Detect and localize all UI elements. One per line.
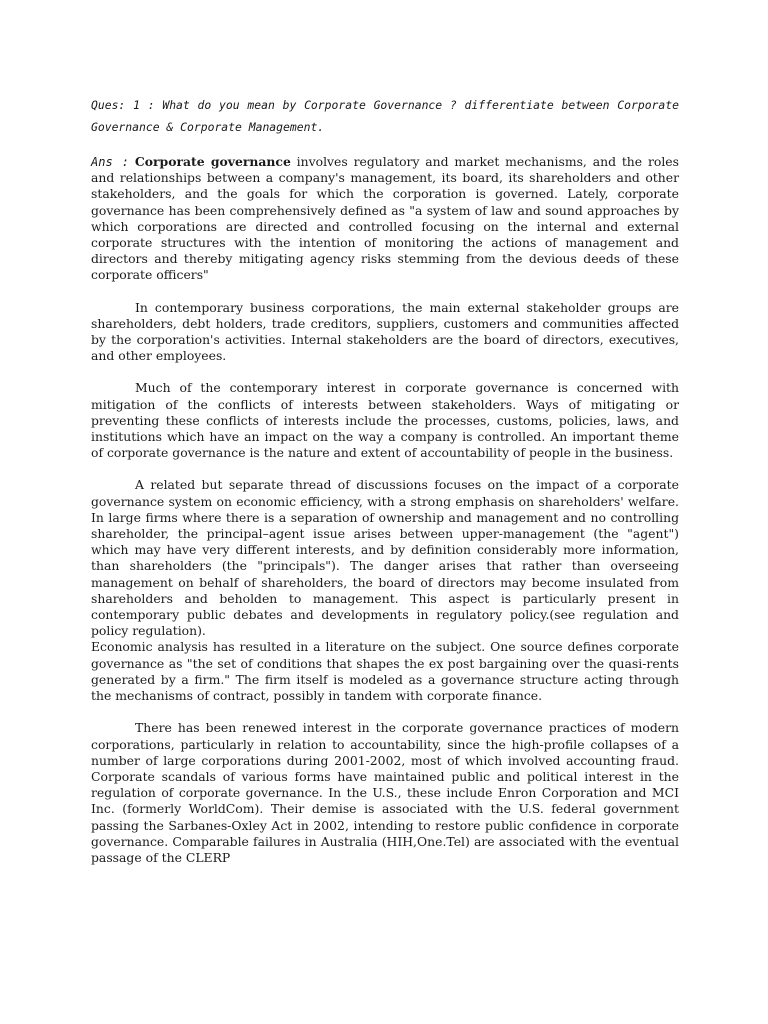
paragraph-economic-analysis: Economic analysis has resulted in a literature on the subject. One source defines corporate governance as "the set of conditions that shapes the ex post bargaining over the quasi-rents generated by a firm." The firm itself is modeled as a governance structure acting through the mechanisms of contract, possibly in tandem with corporate finance. <box>91 639 679 704</box>
answer-text: involves regulatory and market mechanisms, and the roles and relationships between a company's management, its board, its shareholders and other stakeholders, and the goals for which the corporation is governed. Lately, corporate governance has been comprehensively defined as "a system of law and sound approaches by which corporations are directed and controlled focusing on the internal and external corporate structures with the intention of monitoring the actions of management and directors and thereby mitigating agency risks stemming from the devious deeds of these corporate officers" <box>91 154 679 283</box>
paragraph-renewed-interest: There has been renewed interest in the corporate governance practices of modern corporations, particularly in relation to accountability, since the high-profile collapses of a number of large corporations during 2001-2002, most of which involved accounting fraud. Corporate scandals of various forms have maintained public and political interest in the regulation of corporate governance. In the U.S., these include Enron Corporation and MCI Inc. (formerly WorldCom). Their demise is associated with the U.S. federal government passing the Sarbanes-Oxley Act in 2002, intending to restore public confidence in corporate governance. Comparable failures in Australia (HIH,One.Tel) are associated with the eventual passage of the CLERP <box>91 720 679 865</box>
question-heading: Ques: 1 : What do you mean by Corporate Governance ? differentiate between Corporate Governance & Corporate Management. <box>91 98 679 134</box>
document-page <box>91 94 679 866</box>
paragraph-stakeholders: In contemporary business corporations, the main external stakeholder groups are shareholders, debt holders, trade creditors, suppliers, customers and communities affected by the corporation's activities. Internal stakeholders are the board of directors, executives, and other employees. <box>91 299 679 364</box>
paragraph-conflicts: Much of the contemporary interest in corporate governance is concerned with mitigation of the conflicts of interests between stakeholders. Ways of mitigating or preventing these conflicts of interests include the processes, customs, policies, laws, and institutions which have an impact on the way a company is controlled. An important theme of corporate governance is the nature and extent of accountability of people in the business. <box>91 380 679 461</box>
answer-paragraph-1 <box>91 154 679 284</box>
answer-label: Ans : <box>91 155 130 169</box>
paragraph-efficiency: A related but separate thread of discussions focuses on the impact of a corporate governance system on economic efficiency, with a strong emphasis on shareholders' welfare. In large firms where there is a separation of ownership and management and no controlling shareholder, the principal–agent issue arises between upper-management (the "agent") which may have very different interests, and by definition considerably more information, than shareholders (the "principals"). The danger arises that rather than overseeing management on behalf of shareholders, the board of directors may become insulated from shareholders and beholden to management. This aspect is particularly present in contemporary public debates and developments in regulatory policy.(see regulation and policy regulation). <box>91 477 679 639</box>
answer-term: Corporate governance <box>134 154 291 169</box>
